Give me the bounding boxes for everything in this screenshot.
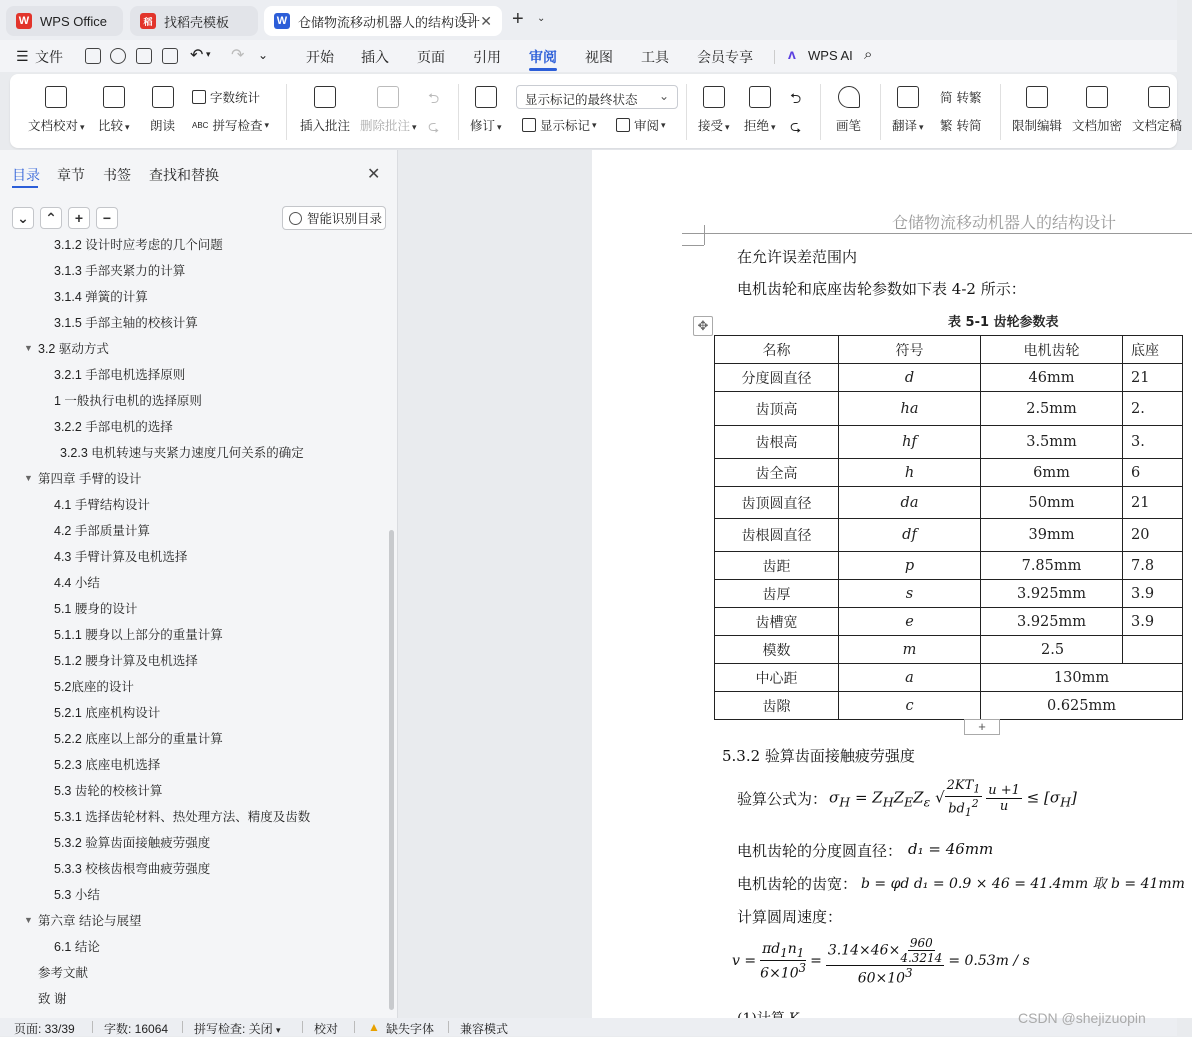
table-cell: d: [839, 364, 981, 392]
spell-check-icon: ABC: [192, 120, 209, 130]
menu-member[interactable]: 会员专享: [697, 49, 753, 65]
menu-insert[interactable]: 插入: [361, 49, 389, 65]
status-divider: [302, 1021, 303, 1033]
toc-item[interactable]: 3.1.3 手部夹紧力的计算: [54, 264, 186, 278]
tab-label: 找稻壳模板: [164, 14, 230, 30]
reject-button[interactable]: 拒绝 ▾: [744, 86, 776, 134]
compat-mode-status: 兼容模式: [460, 1022, 509, 1036]
smart-toc-label: 智能识别目录: [307, 212, 383, 226]
menu-bar: [0, 40, 1177, 72]
to-simplified-button[interactable]: [940, 116, 982, 134]
table-cell: 齿槽宽: [715, 608, 839, 636]
toc-item[interactable]: 参考文献: [38, 966, 89, 980]
spell-check-label: 拼写检查: [212, 119, 263, 133]
toc-item[interactable]: 5.3.3 校核齿根弯曲疲劳强度: [54, 862, 211, 876]
status-divider: [354, 1021, 355, 1033]
status-divider: [92, 1021, 93, 1033]
accept-label: 接受: [698, 119, 724, 133]
prev-change-icon[interactable]: ⮌: [790, 90, 802, 106]
table-move-icon[interactable]: ✥: [693, 316, 713, 336]
table-cell: s: [839, 580, 981, 608]
new-tab-icon[interactable]: +: [512, 8, 524, 30]
ribbon-divider: [1000, 84, 1001, 140]
menu-review[interactable]: 审阅: [529, 49, 557, 65]
search-icon[interactable]: ⌕: [864, 46, 873, 63]
undo-dropdown-icon[interactable]: ▾: [206, 49, 211, 59]
chevron-down-icon: ⌄: [658, 89, 669, 103]
wps-logo-icon: W: [16, 13, 32, 29]
doc-check-button[interactable]: 文档校对 ▾: [28, 86, 85, 134]
expand-down-icon[interactable]: ⌄: [12, 207, 34, 229]
margin-mark: [682, 245, 704, 246]
d1-text: 电机齿轮的分度圆直径：: [737, 842, 903, 860]
toc-item[interactable]: 5.3 齿轮的校核计算: [54, 784, 163, 798]
add-heading-icon[interactable]: +: [68, 207, 90, 229]
toc-item[interactable]: 1 一般执行电机的选择原则: [54, 394, 202, 408]
traditional-icon: 简: [940, 91, 953, 105]
menu-start[interactable]: 开始: [306, 49, 334, 65]
add-row-icon[interactable]: +: [964, 719, 1000, 735]
revise-icon: [475, 86, 497, 108]
restrict-edit-button[interactable]: [1012, 86, 1062, 134]
table-cell: 齿厚: [715, 580, 839, 608]
page-header: 仓储物流移动机器人的结构设计: [892, 213, 1117, 232]
finalize-label: 文档定稿: [1132, 119, 1183, 133]
reject-icon: [749, 86, 771, 108]
table-cell: 7.8: [1123, 552, 1183, 580]
table-cell: [1123, 636, 1183, 664]
table-row: [715, 608, 1183, 636]
table-row: [715, 519, 1183, 552]
table-cell: 50mm: [981, 487, 1123, 519]
proof-status[interactable]: 校对: [314, 1022, 339, 1036]
remove-heading-icon[interactable]: −: [96, 207, 118, 229]
warning-icon: ▲: [368, 1020, 380, 1034]
active-menu-indicator: [529, 68, 557, 71]
close-tab-icon[interactable]: ✕: [480, 12, 492, 29]
navigation-panel: [0, 150, 398, 1018]
page-indicator[interactable]: 页面: 33/39: [14, 1022, 75, 1036]
d1-line: [737, 840, 993, 861]
table-cell: 3.925mm: [981, 608, 1123, 636]
prev-comment-icon[interactable]: ⮌: [428, 90, 440, 106]
tab-toc[interactable]: 目录: [12, 167, 40, 183]
table-cell: 齿隙: [715, 692, 839, 720]
finalize-button[interactable]: [1132, 86, 1182, 134]
table-cell: hf: [839, 426, 981, 459]
table-row: [715, 487, 1183, 519]
brush-label: 画笔: [836, 119, 862, 133]
encrypt-label: 文档加密: [1072, 119, 1123, 133]
table-row: [715, 426, 1183, 459]
tab-bookmarks[interactable]: 书签: [103, 167, 131, 183]
comment-delete-icon: [377, 86, 399, 108]
to-traditional-label: 转繁: [956, 91, 982, 105]
revise-button[interactable]: 修订 ▾: [470, 86, 502, 134]
table-cell: 21: [1123, 364, 1183, 392]
table-cell: e: [839, 608, 981, 636]
tab-wps-office[interactable]: [6, 6, 123, 36]
toc-item[interactable]: 3.2.3 电机转速与夹紧力速度几何关系的确定: [60, 446, 304, 460]
toc-item[interactable]: 5.3.2 验算齿面接触疲劳强度: [54, 836, 211, 850]
table-cell: 7.85mm: [981, 552, 1123, 580]
translate-button[interactable]: 翻译 ▾: [892, 86, 924, 134]
read-aloud-label: 朗读: [150, 119, 176, 133]
toc-item[interactable]: 3.2.1 手部电机选择原则: [54, 368, 186, 382]
tab-chapters[interactable]: 章节: [57, 167, 85, 183]
save-icon[interactable]: [85, 48, 101, 64]
section-heading: 5.3.2 验算齿面接触疲劳强度: [722, 747, 915, 765]
menu-tools[interactable]: 工具: [641, 49, 669, 65]
toc-expand-icon[interactable]: ▼: [24, 473, 33, 483]
toc-item[interactable]: 致 谢: [38, 992, 67, 1006]
table-cell: 2.: [1123, 392, 1183, 426]
toc-item[interactable]: 3.1.5 手部主轴的校核计算: [54, 316, 198, 330]
margin-mark: [704, 225, 705, 245]
ribbon-divider: [686, 84, 687, 140]
toc-item[interactable]: 5.2底座的设计: [54, 680, 134, 694]
toc-item[interactable]: 4.2 手部质量计算: [54, 524, 150, 538]
status-divider: [182, 1021, 183, 1033]
docer-logo-icon: 稻: [140, 13, 156, 29]
revise-label: 修订: [470, 119, 496, 133]
ribbon-divider: [880, 84, 881, 140]
table-cell: 0.625mm: [981, 692, 1183, 720]
table-cell: m: [839, 636, 981, 664]
toc-item[interactable]: 5.1.1 腰身以上部分的重量计算: [54, 628, 223, 642]
tab-label: 仓储物流移动机器人的结构设计: [298, 14, 481, 30]
table-cell: 齿顶高: [715, 392, 839, 426]
toc-item[interactable]: 5.3 小结: [54, 888, 100, 902]
doc-check-icon: [45, 86, 67, 108]
encrypt-button[interactable]: [1072, 86, 1122, 134]
ribbon-divider: [820, 84, 821, 140]
table-row: [715, 664, 1183, 692]
menu-view[interactable]: 视图: [585, 49, 613, 65]
review-label: 审阅: [634, 119, 660, 133]
b-line: [737, 873, 1185, 894]
menu-file[interactable]: 文件: [35, 49, 63, 65]
table-cell: 齿根高: [715, 426, 839, 459]
table-cell: p: [839, 552, 981, 580]
b-value: b = φd d₁ = 0.9 × 46 = 41.4mm 取 b = 41mm: [861, 876, 1185, 892]
markup-display-select[interactable]: [516, 85, 678, 109]
table-cell: 中心距: [715, 664, 839, 692]
writer-logo-icon: W: [274, 13, 290, 29]
title-bar: [0, 0, 1177, 40]
table-cell: c: [839, 692, 981, 720]
next-change-icon[interactable]: ⮎: [790, 118, 802, 134]
markup-display-value: 显示标记的最终状态: [525, 93, 638, 107]
b-text: 电机齿轮的齿宽：: [737, 875, 858, 893]
table-cell: h: [839, 459, 981, 487]
table-cell: 6: [1123, 459, 1183, 487]
table-row: [715, 636, 1183, 664]
table-cell: 20: [1123, 519, 1183, 552]
hamburger-icon[interactable]: ☰: [16, 48, 29, 64]
speed-result: = 0.53m / s: [948, 953, 1030, 970]
toc-item[interactable]: 第六章 结论与展望: [38, 914, 142, 928]
table-cell: 齿根圆直径: [715, 519, 839, 552]
spell-status[interactable]: 拼写检查: 关闭 ▾: [194, 1022, 281, 1036]
table-cell: 分度圆直径: [715, 364, 839, 392]
speed-text: 计算圆周速度：: [737, 908, 843, 926]
word-count-icon: [192, 90, 206, 104]
table-cell: 3.9: [1123, 580, 1183, 608]
doc-check-label: 文档校对: [28, 119, 79, 133]
review-pane-icon: [616, 118, 630, 132]
toc-item[interactable]: 5.1 腰身的设计: [54, 602, 138, 616]
to-simplified-label: 转简: [956, 119, 982, 133]
table-cell: 3.9: [1123, 608, 1183, 636]
toc-item[interactable]: 3.1.4 弹簧的计算: [54, 290, 148, 304]
contact-stress-formula: $\sigma_H = Z_HZ_EZ_\varepsilon$ √ $\frac{2KT_1}{bd_1^2}$ $\frac{u +1}{u}$ ≤ $[\sigma_H]$: [829, 778, 1077, 819]
encrypt-icon: [1086, 86, 1108, 108]
paragraph: 在允许误差范围内: [737, 248, 858, 266]
more-chevron-icon[interactable]: ⌄: [258, 48, 269, 62]
table-cell: 齿距: [715, 552, 839, 580]
document-area: [399, 150, 1185, 1018]
toc-expand-icon[interactable]: ▼: [24, 343, 33, 353]
toc-item[interactable]: 5.2.3 底座电机选择: [54, 758, 161, 772]
status-divider: [448, 1021, 449, 1033]
compare-label: 比较: [98, 119, 124, 133]
table-cell: 齿顶圆直径: [715, 487, 839, 519]
comment-plus-icon: [314, 86, 336, 108]
tab-label: WPS Office: [40, 13, 107, 29]
next-comment-icon[interactable]: ⮎: [428, 118, 440, 134]
table-row: [715, 580, 1183, 608]
compare-button[interactable]: 比较 ▾: [98, 86, 130, 134]
accept-icon: [703, 86, 725, 108]
table-cell: da: [839, 487, 981, 519]
undo-icon[interactable]: ↶: [190, 47, 204, 64]
reject-label: 拒绝: [744, 119, 770, 133]
brush-button[interactable]: [836, 86, 861, 134]
close-panel-icon[interactable]: ✕: [367, 166, 381, 183]
tab-template[interactable]: [130, 6, 258, 36]
compare-icon: [103, 86, 125, 108]
tab-document[interactable]: [264, 6, 502, 36]
word-count-status[interactable]: 字数: 16064: [104, 1022, 169, 1036]
tab-list-chevron-icon[interactable]: ⌄: [537, 13, 546, 24]
toc-item[interactable]: 3.2 驱动方式: [38, 342, 109, 356]
toc-item[interactable]: 4.4 小结: [54, 576, 100, 590]
restrict-edit-label: 限制编辑: [1012, 119, 1063, 133]
table-cell: 3.: [1123, 426, 1183, 459]
delete-comment-label: 删除批注: [360, 119, 411, 133]
missing-font-status[interactable]: 缺失字体: [386, 1022, 435, 1036]
table-header-cell: 符号: [839, 336, 981, 364]
show-marks-button[interactable]: 显示标记 ▾: [522, 116, 597, 134]
table-caption: 表 5-1 齿轮参数表: [948, 315, 1059, 330]
table-row: [715, 552, 1183, 580]
toc-item[interactable]: 5.2.1 底座机构设计: [54, 706, 161, 720]
menu-page[interactable]: 页面: [417, 49, 445, 65]
ribbon-divider: [286, 84, 287, 140]
collapse-up-icon[interactable]: ⌃: [40, 207, 62, 229]
menu-divider: [774, 50, 775, 64]
pen-icon: [838, 86, 860, 108]
translate-label: 翻译: [892, 119, 918, 133]
read-aloud-button[interactable]: [150, 86, 175, 134]
table-cell: 6mm: [981, 459, 1123, 487]
header-rule: [682, 233, 1192, 234]
menu-wps-ai[interactable]: WPS AI: [808, 48, 853, 63]
read-aloud-icon: [152, 86, 174, 108]
menu-reference[interactable]: 引用: [473, 49, 501, 65]
toc-item[interactable]: 第四章 手臂的设计: [38, 472, 142, 486]
delete-comment-button[interactable]: 删除批注 ▾: [360, 86, 417, 134]
accept-button[interactable]: 接受 ▾: [698, 86, 730, 134]
redo-icon[interactable]: ↷: [231, 47, 245, 64]
spell-check-button[interactable]: ABC 拼写检查 ▾: [192, 116, 269, 134]
table-cell: a: [839, 664, 981, 692]
toc-item[interactable]: 6.1 结论: [54, 940, 100, 954]
lock-doc-icon: [1026, 86, 1048, 108]
table-header-cell: 电机齿轮: [981, 336, 1123, 364]
print-icon[interactable]: [136, 48, 152, 64]
insert-comment-label: 插入批注: [300, 119, 351, 133]
table-cell: 21: [1123, 487, 1183, 519]
tab-find-replace[interactable]: 查找和替换: [149, 167, 219, 183]
document-page: [592, 150, 1192, 1018]
toc-item[interactable]: 4.1 手臂结构设计: [54, 498, 150, 512]
review-pane-button[interactable]: 审阅 ▾: [616, 116, 666, 134]
spell-status-label: 拼写检查: 关闭: [194, 1022, 273, 1036]
simplified-icon: 繁: [940, 119, 953, 133]
wps-ai-icon: ʌ: [788, 46, 796, 62]
word-count-button[interactable]: [192, 88, 260, 106]
to-traditional-button[interactable]: [940, 88, 982, 106]
formula-line: [737, 778, 1077, 819]
ribbon-divider: [458, 84, 459, 140]
toc-expand-icon[interactable]: ▼: [24, 915, 33, 925]
show-marks-label: 显示标记: [540, 119, 591, 133]
translate-icon: [897, 86, 919, 108]
table-row: [715, 459, 1183, 487]
table-cell: 39mm: [981, 519, 1123, 552]
table-cell: ha: [839, 392, 981, 426]
table-row: [715, 364, 1183, 392]
table-row: [715, 692, 1183, 720]
toc-item[interactable]: 5.2.2 底座以上部分的重量计算: [54, 732, 223, 746]
word-count-label: 字数统计: [210, 91, 261, 105]
toc-scrollbar[interactable]: [389, 530, 394, 1010]
window-icon[interactable]: [462, 13, 474, 23]
speed-formula: v = $\frac{\pi d_1n_1}{6\times 10^3}$ = 3.14×46× $\frac{960}{4.3214}$ $60\times 10^3$ = 0.53m / s: [732, 936, 1030, 987]
table-cell: 3.5mm: [981, 426, 1123, 459]
toc-item[interactable]: 5.1.2 腰身计算及电机选择: [54, 654, 198, 668]
table-cell: 130mm: [981, 664, 1183, 692]
table-header-cell: 名称: [715, 336, 839, 364]
table-cell: 46mm: [981, 364, 1123, 392]
table-row: [715, 392, 1183, 426]
toc-item[interactable]: 5.3.1 选择齿轮材料、热处理方法、精度及齿数: [54, 810, 311, 824]
formula-label: 验算公式为：: [737, 789, 828, 808]
toc-list: [0, 238, 390, 1018]
smart-toc-icon: [289, 212, 302, 225]
status-bar: [0, 1018, 1177, 1036]
finalize-icon: [1148, 86, 1170, 108]
table-cell: 2.5mm: [981, 392, 1123, 426]
table-cell: df: [839, 519, 981, 552]
gear-parameter-table: [714, 335, 1183, 720]
toc-item[interactable]: 4.3 手臂计算及电机选择: [54, 550, 188, 564]
table-cell: 模数: [715, 636, 839, 664]
print-preview-icon[interactable]: [162, 48, 178, 64]
watermark: CSDN @shejizuopin: [1018, 1010, 1146, 1026]
table-cell: 齿全高: [715, 459, 839, 487]
active-tab-indicator: [12, 186, 38, 188]
table-header-cell: 底座: [1123, 336, 1183, 364]
d1-value: d₁ = 46mm: [908, 840, 994, 858]
show-marks-icon: [522, 118, 536, 132]
insert-comment-button[interactable]: [300, 86, 350, 134]
toc-item[interactable]: 3.1.2 设计时应考虑的几个问题: [54, 238, 223, 252]
table-header-row: [715, 336, 1183, 364]
paragraph: 电机齿轮和底座齿轮参数如下表 4-2 所示：: [737, 280, 1026, 298]
ribbon-toolbar: [10, 74, 1183, 148]
smart-toc-button[interactable]: [282, 206, 386, 230]
share-icon[interactable]: [110, 48, 126, 64]
table-cell: 3.925mm: [981, 580, 1123, 608]
table-cell: 2.5: [981, 636, 1123, 664]
toc-item[interactable]: 3.2.2 手部电机的选择: [54, 420, 173, 434]
